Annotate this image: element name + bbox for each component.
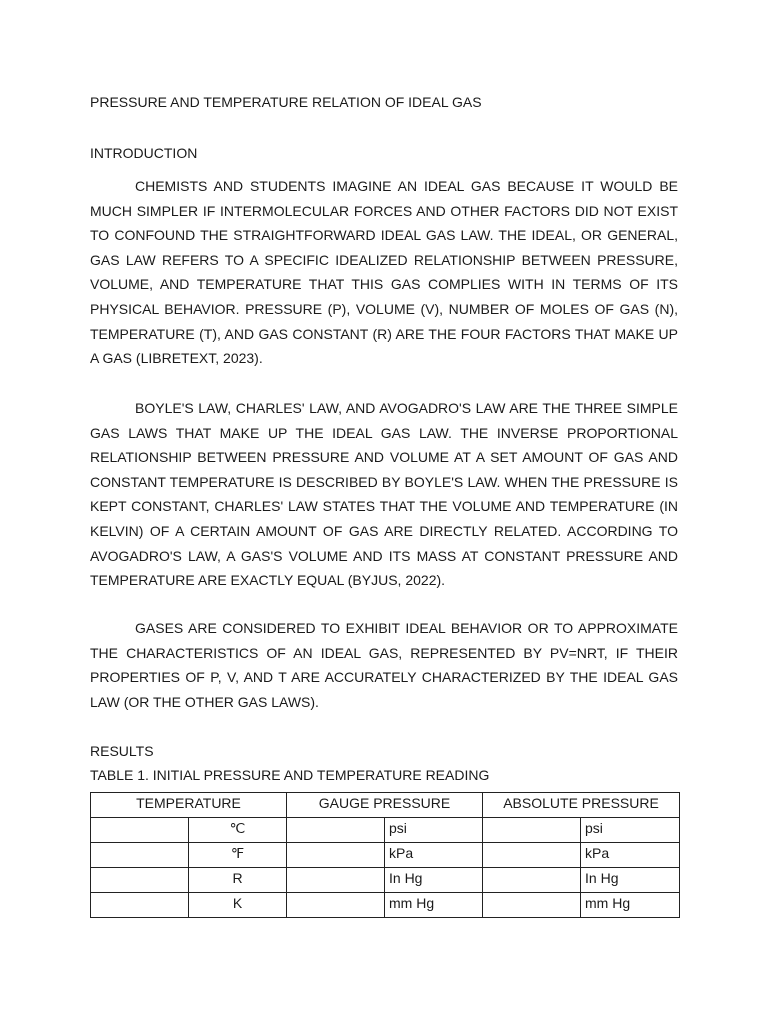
abs-unit-cell: In Hg	[581, 868, 680, 893]
table-row	[91, 843, 680, 868]
results-table	[90, 792, 680, 918]
temp-value-cell	[91, 893, 189, 918]
gauge-unit-cell: psi	[385, 818, 483, 843]
table-row	[91, 818, 680, 843]
gauge-value-cell	[287, 893, 385, 918]
gauge-value-cell	[287, 818, 385, 843]
abs-value-cell	[483, 818, 581, 843]
abs-value-cell	[483, 868, 581, 893]
gauge-unit-cell: In Hg	[385, 868, 483, 893]
table-row	[91, 893, 680, 918]
results-heading: RESULTS	[90, 743, 154, 759]
header-gauge-pressure: GAUGE PRESSURE	[287, 793, 483, 818]
temp-unit-cell: ℃	[189, 818, 287, 843]
temp-value-cell	[91, 843, 189, 868]
header-absolute-pressure: ABSOLUTE PRESSURE	[483, 793, 680, 818]
table-row	[91, 868, 680, 893]
introduction-heading: INTRODUCTION	[90, 145, 198, 161]
abs-unit-cell: mm Hg	[581, 893, 680, 918]
table-header-row	[91, 793, 680, 818]
temp-unit-cell: K	[189, 893, 287, 918]
gauge-unit-cell: mm Hg	[385, 893, 483, 918]
header-temperature: TEMPERATURE	[91, 793, 287, 818]
gauge-value-cell	[287, 868, 385, 893]
document-title: PRESSURE AND TEMPERATURE RELATION OF IDEAL GAS	[90, 94, 482, 110]
abs-value-cell	[483, 893, 581, 918]
abs-unit-cell: psi	[581, 818, 680, 843]
abs-value-cell	[483, 843, 581, 868]
intro-paragraph-1: CHEMISTS AND STUDENTS IMAGINE AN IDEAL GAS BECAUSE IT WOULD BE MUCH SIMPLER IF INTERMOLECULAR FORCES AND OTHER FACTORS DID NOT EXIST TO CONFOUND THE STRAIGHTFORWARD IDEAL GAS LAW. THE IDEAL, OR GENERAL, GAS LAW REFERS TO A SPECIFIC IDEALIZED RELATIONSHIP BETWEEN PRESSURE, VOLUME, AND TEMPERATURE THAT THIS GAS COMPLIES WITH IN TERMS OF ITS PHYSICAL BEHAVIOR. PRESSURE (P), VOLUME (V), NUMBER OF MOLES OF GAS (N), TEMPERATURE (T), AND GAS CONSTANT (R) ARE THE FOUR FACTORS THAT MAKE UP A GAS (LIBRETEXT, 2023).	[90, 178, 678, 367]
intro-paragraph-2: BOYLE'S LAW, CHARLES' LAW, AND AVOGADRO'S LAW ARE THE THREE SIMPLE GAS LAWS THAT MAKE UP THE IDEAL GAS LAW. THE INVERSE PROPORTIONAL RELATIONSHIP BETWEEN PRESSURE AND VOLUME AT A SET AMOUNT OF GAS AND CONSTANT TEMPERATURE IS DESCRIBED BY BOYLE'S LAW. WHEN THE PRESSURE IS KEPT CONSTANT, CHARLES' LAW STATES THAT THE VOLUME AND TEMPERATURE (IN KELVIN) OF A CERTAIN AMOUNT OF GAS ARE DIRECTLY RELATED. ACCORDING TO AVOGADRO'S LAW, A GAS'S VOLUME AND ITS MASS AT CONSTANT PRESSURE AND TEMPERATURE ARE EXACTLY EQUAL (BYJUS, 2022).	[90, 400, 678, 589]
intro-paragraph-3: GASES ARE CONSIDERED TO EXHIBIT IDEAL BEHAVIOR OR TO APPROXIMATE THE CHARACTERISTICS OF AN IDEAL GAS, REPRESENTED BY PV=NRT, IF THEIR PROPERTIES OF P, V, AND T ARE ACCURATELY CHARACTERIZED BY THE IDEAL GAS LAW (OR THE OTHER GAS LAWS).	[90, 620, 678, 710]
temp-unit-cell: R	[189, 868, 287, 893]
gauge-unit-cell: kPa	[385, 843, 483, 868]
gauge-value-cell	[287, 843, 385, 868]
abs-unit-cell: kPa	[581, 843, 680, 868]
temp-value-cell	[91, 868, 189, 893]
temp-unit-cell: ℉	[189, 843, 287, 868]
temp-value-cell	[91, 818, 189, 843]
table-caption: TABLE 1. INITIAL PRESSURE AND TEMPERATURE READING	[90, 767, 490, 783]
